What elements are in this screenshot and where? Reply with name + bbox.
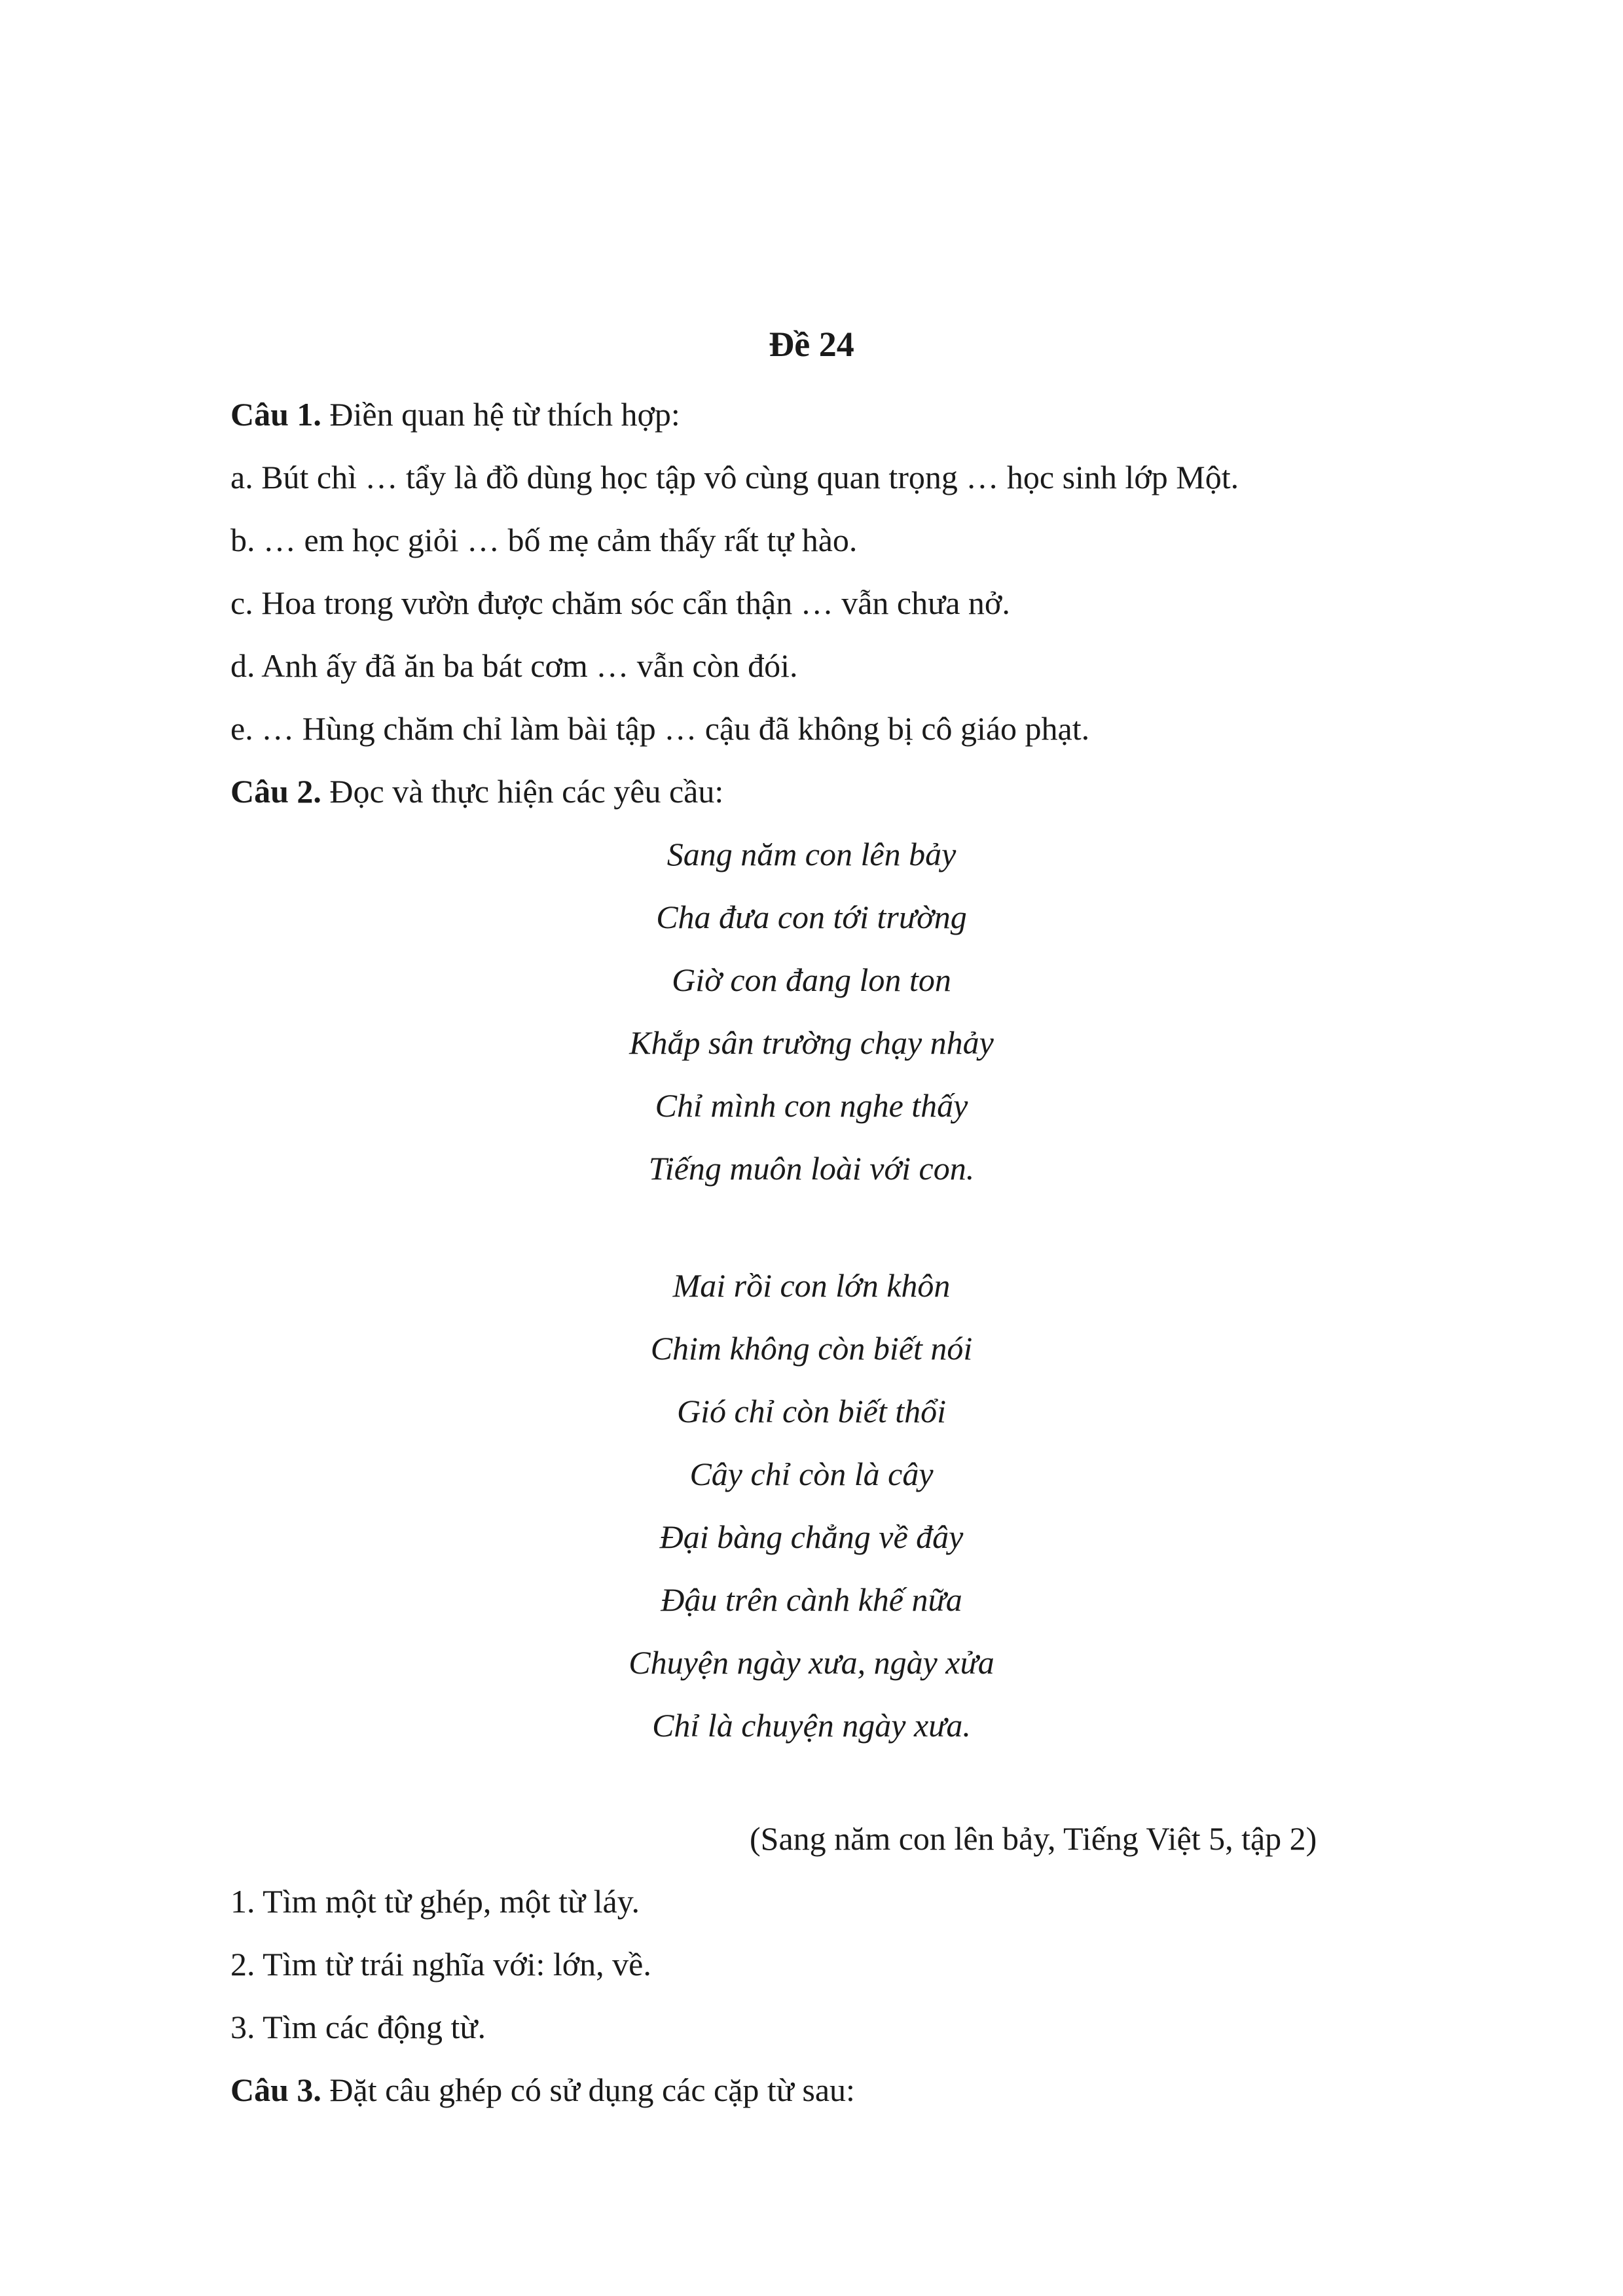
poem-line: Sang năm con lên bảy <box>666 836 957 872</box>
poem-line: Mai rồi con lớn khôn <box>672 1267 951 1304</box>
poem-line: Chim không còn biết nói <box>650 1330 973 1367</box>
question-3-heading <box>230 2070 855 2109</box>
poem-source: (Sang năm con lên bảy, Tiếng Việt 5, tập 2) <box>750 1820 1317 1857</box>
question-1-item-a: a. Bút chì … tẩy là đồ dùng học tập vô cùng quan trọng … học sinh lớp Một. <box>230 459 1239 495</box>
question-2-task-2: 2. Tìm từ trái nghĩa với: lớn, về. <box>230 1946 651 1982</box>
question-1-prompt: Điền quan hệ từ thích hợp: <box>321 396 680 433</box>
question-1-label: Câu 1. <box>230 396 321 433</box>
poem-line: Chỉ là chuyện ngày xưa. <box>652 1707 971 1744</box>
poem-line: Chỉ mình con nghe thấy <box>655 1087 968 1124</box>
poem-line: Khắp sân trường chạy nhảy <box>629 1024 994 1061</box>
poem-line: Đậu trên cành khế nữa <box>661 1581 962 1618</box>
question-1-item-d: d. Anh ấy đã ăn ba bát cơm … vẫn còn đói. <box>230 647 798 684</box>
question-1-item-e: e. … Hùng chăm chỉ làm bài tập … cậu đã không bị cô giáo phạt. <box>230 710 1090 747</box>
question-1-item-c: c. Hoa trong vườn được chăm sóc cẩn thận … vẫn chưa nở. <box>230 584 1010 621</box>
poem-line: Tiếng muôn loài với con. <box>648 1150 975 1187</box>
question-2-task-1: 1. Tìm một từ ghép, một từ láy. <box>230 1883 640 1920</box>
question-2-task-3: 3. Tìm các động từ. <box>230 2009 486 2045</box>
poem-line: Cây chỉ còn là cây <box>689 1456 934 1492</box>
question-2-heading <box>230 772 723 811</box>
question-1-heading <box>230 395 680 434</box>
question-3-label: Câu 3. <box>230 2072 321 2108</box>
page-title: Đề 24 <box>769 325 854 364</box>
poem-line: Cha đưa con tới trường <box>656 899 967 935</box>
question-1-item-b: b. … em học giỏi … bố mẹ cảm thấy rất tự hào. <box>230 522 858 558</box>
poem-line: Chuyện ngày xưa, ngày xửa <box>629 1644 994 1681</box>
poem-line: Giờ con đang lon ton <box>672 961 951 998</box>
question-2-prompt: Đọc và thực hiện các yêu cầu: <box>321 773 724 810</box>
question-3-prompt: Đặt câu ghép có sử dụng các cặp từ sau: <box>321 2072 855 2108</box>
question-2-label: Câu 2. <box>230 773 321 810</box>
poem-line: Gió chỉ còn biết thổi <box>676 1393 947 1429</box>
poem-line: Đại bàng chẳng về đây <box>659 1518 964 1555</box>
